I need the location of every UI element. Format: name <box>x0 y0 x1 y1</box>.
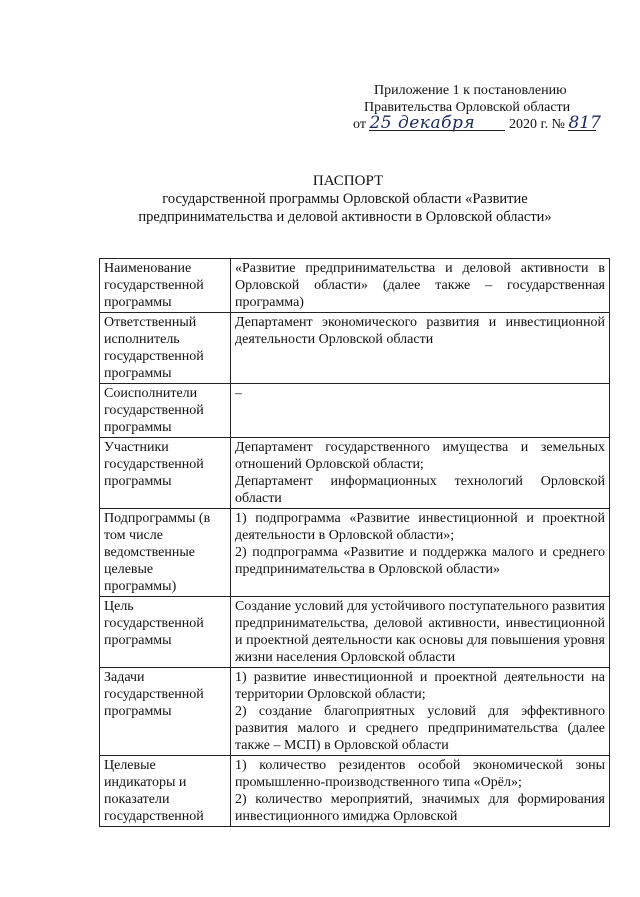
row-value <box>231 259 610 313</box>
row-label: Ответственный исполнитель государственной программы <box>100 313 231 384</box>
appendix-line-2: Правительства Орловской области <box>364 100 571 115</box>
date-prefix: от <box>353 117 366 132</box>
handwritten-number: 817 <box>568 113 601 133</box>
row-value <box>231 668 610 756</box>
document-title <box>0 172 640 226</box>
row-label: Целевые индикаторы и показатели государственной <box>100 756 231 827</box>
table-row <box>100 668 610 756</box>
row-value <box>231 756 610 827</box>
row-value-paragraph: – <box>235 386 242 401</box>
table-row <box>100 509 610 597</box>
row-value-paragraph: Создание условий для устойчивого поступательного развития предпринимательства, деловой активности, инвестиционной и проектной деятельности как основы для повышения уровня жизни населения Орловской области <box>235 599 605 665</box>
row-label: Задачи государственной программы <box>100 668 231 756</box>
table-row <box>100 597 610 668</box>
table-row <box>100 259 610 313</box>
row-value <box>231 313 610 384</box>
row-label: Цель государственной программы <box>100 597 231 668</box>
title-subtitle-line-1: государственной программы Орловской области «Развитие <box>162 191 528 207</box>
row-value-paragraph: «Развитие предпринимательства и деловой активности в Орловской области» (далее также – государственная программа) <box>235 261 605 310</box>
appendix-header <box>330 82 610 133</box>
row-value-paragraph: 2) создание благоприятных условий для эффективного развития малого и среднего предпринимательства (далее также – МСП) в Орловской области <box>235 704 605 753</box>
appendix-line-1: Приложение 1 к постановлению <box>374 83 567 98</box>
table-row <box>100 756 610 827</box>
row-value <box>231 438 610 509</box>
row-value-paragraph: Департамент информационных технологий Орловской области <box>235 474 605 506</box>
title-main: ПАСПОРТ <box>312 173 384 189</box>
table-row <box>100 313 610 384</box>
row-label: Наименование государственной программы <box>100 259 231 313</box>
row-label: Подпрограммы (в том числе ведомственные целевые программы) <box>100 509 231 597</box>
title-subtitle-line-2: предпринимательства и деловой активности в Орловской области» <box>138 209 552 225</box>
row-value-paragraph: Департамент государственного имущества и земельных отношений Орловской области; <box>235 440 605 472</box>
handwritten-date: 25 декабря <box>369 116 505 131</box>
row-value-paragraph: 2) количество мероприятий, значимых для формирования инвестиционного имиджа Орловской <box>235 792 605 824</box>
year-label: 2020 г. № <box>508 117 565 132</box>
row-value-paragraph: 2) подпрограмма «Развитие и поддержка малого и среднего предпринимательства в Орловской области» <box>235 545 605 577</box>
passport-table <box>99 258 610 827</box>
table-row <box>100 384 610 438</box>
row-value <box>231 384 610 438</box>
row-label: Соисполнители государственной программы <box>100 384 231 438</box>
row-value-paragraph: 1) развитие инвестиционной и проектной деятельности на территории Орловской области; <box>235 670 605 702</box>
row-label: Участники государственной программы <box>100 438 231 509</box>
row-value <box>231 509 610 597</box>
appendix-date-line <box>330 113 610 133</box>
table-row <box>100 438 610 509</box>
row-value-paragraph: 1) подпрограмма «Развитие инвестиционной и проектной деятельности в Орловской области»; <box>235 511 605 543</box>
row-value-paragraph: 1) количество резидентов особой экономической зоны промышленно-производственного типа «Орёл»; <box>235 758 605 790</box>
row-value-paragraph: Департамент экономического развития и инвестиционной деятельности Орловской области <box>235 315 605 347</box>
row-value <box>231 597 610 668</box>
